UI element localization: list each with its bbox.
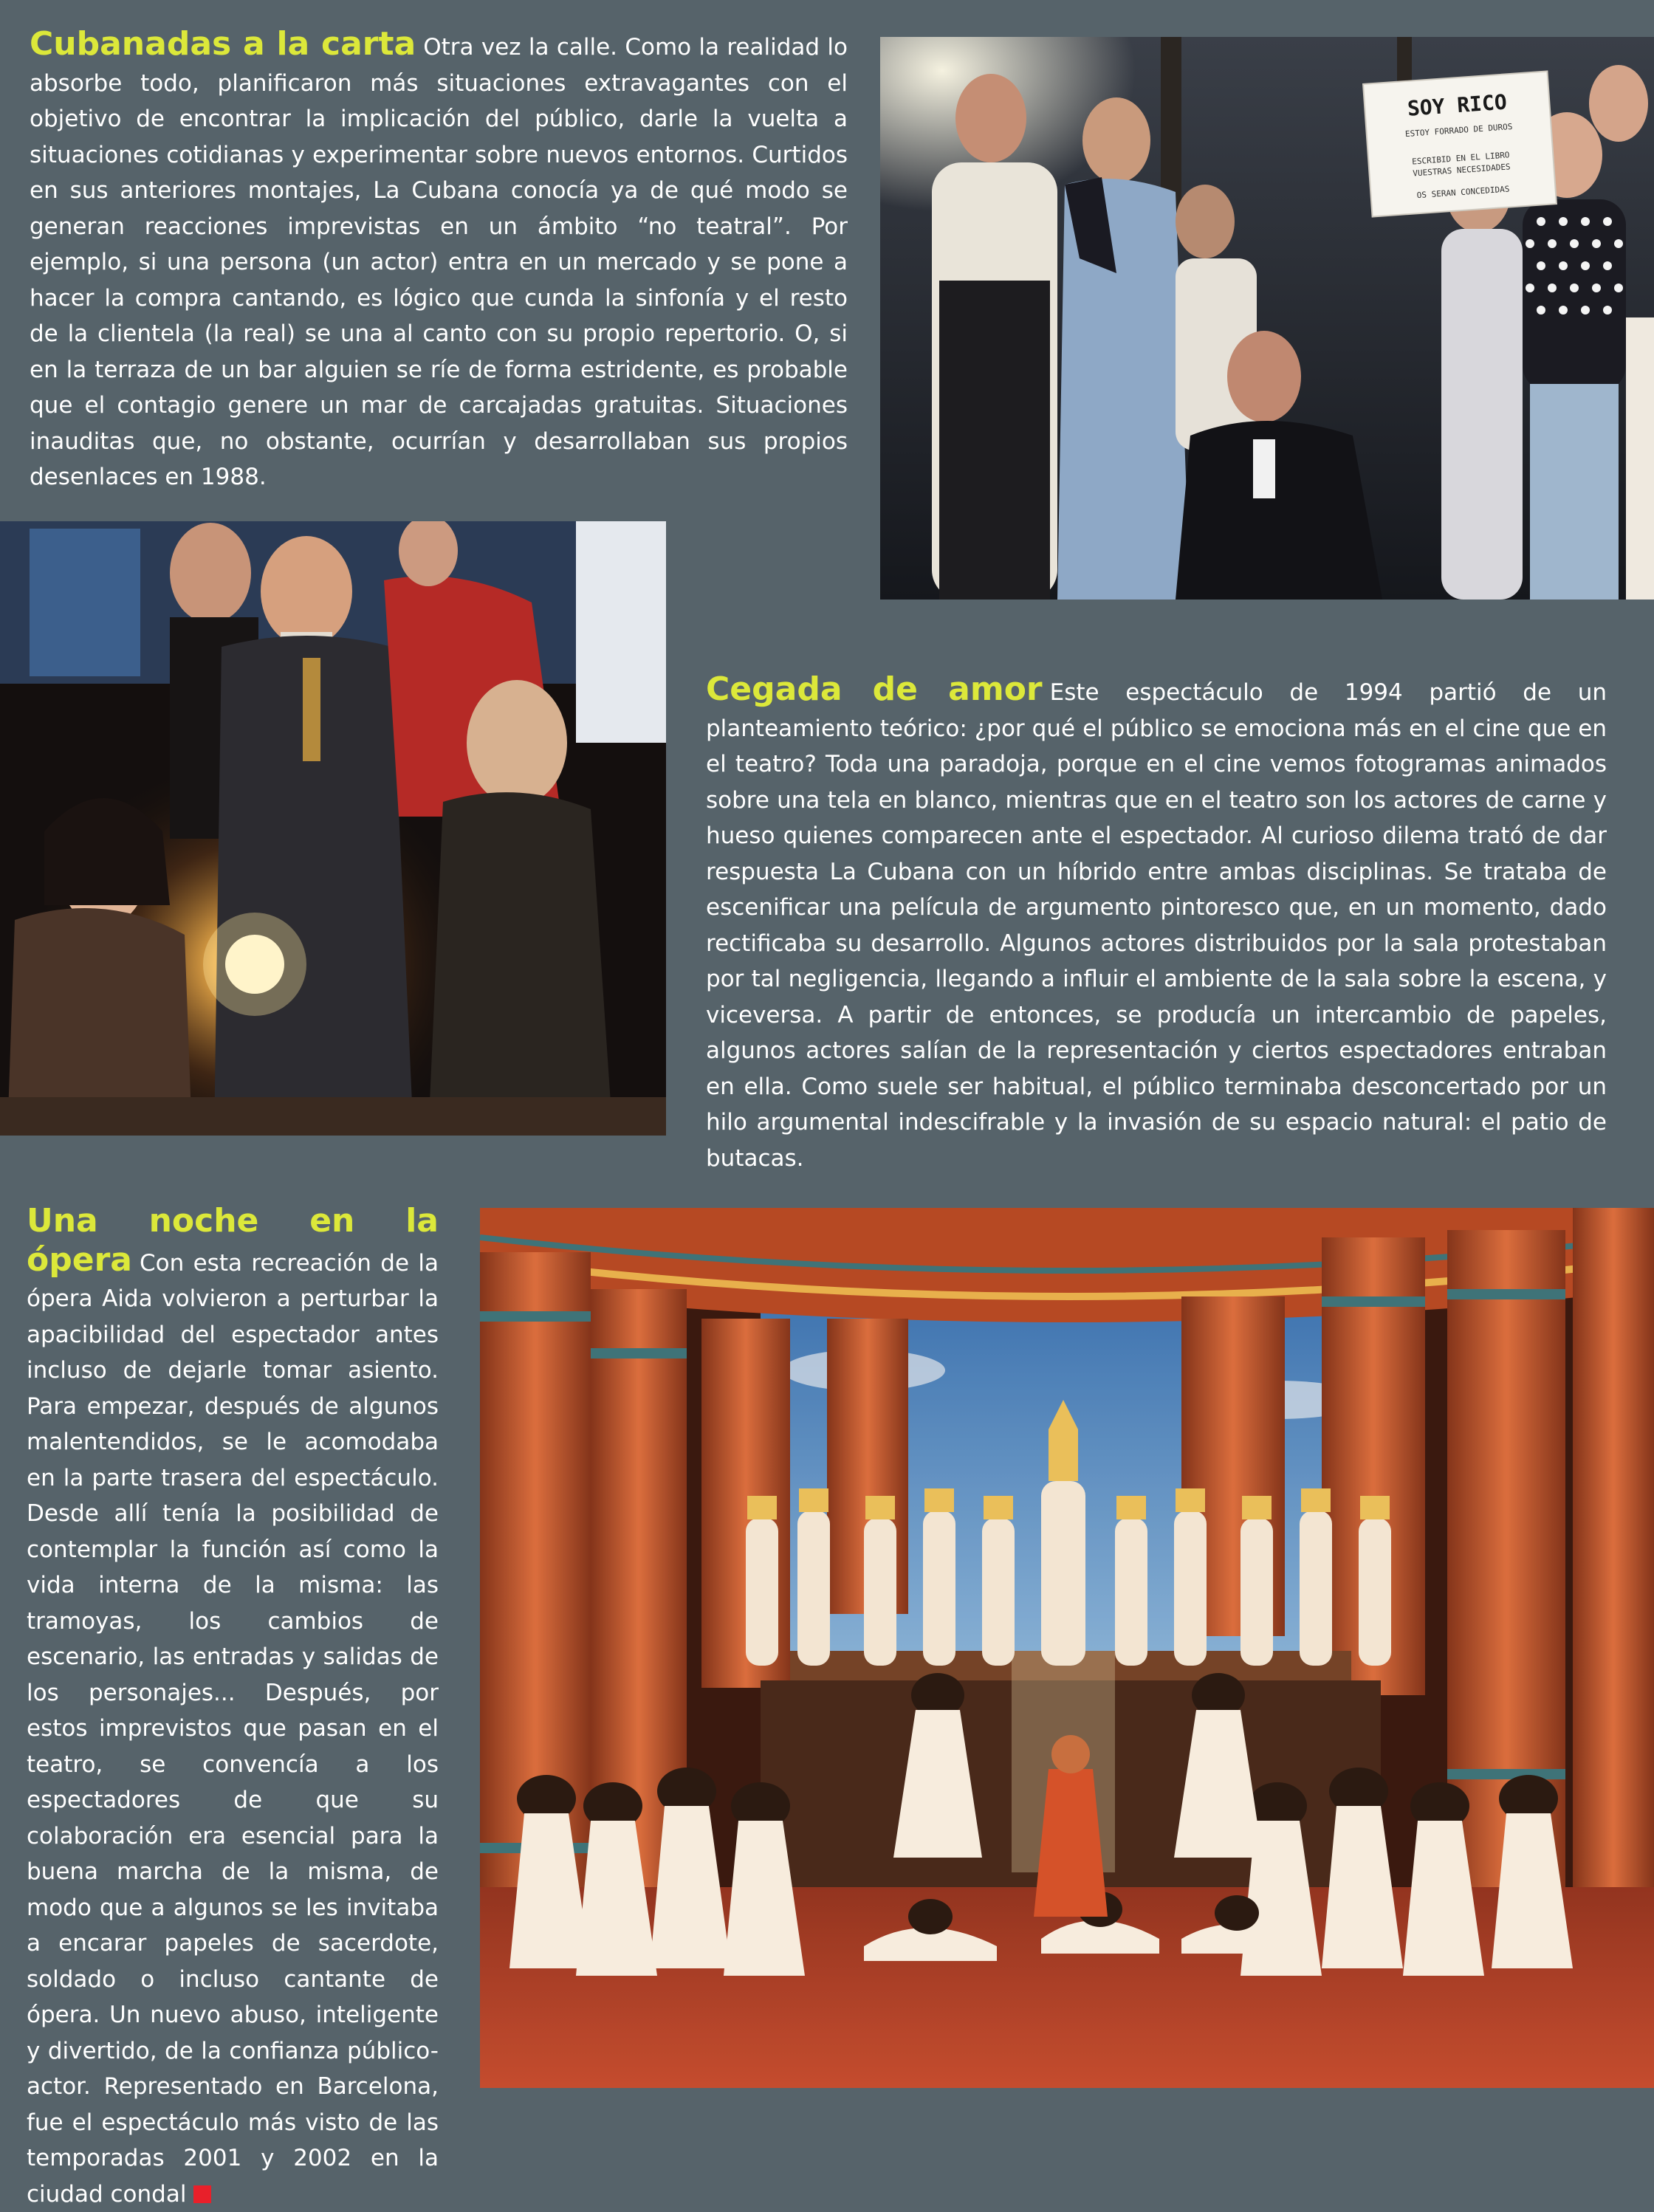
sign-line-3: VUESTRAS NECESIDADES (1412, 162, 1511, 179)
sign-title: SOY RICO (1406, 89, 1508, 121)
photo-street-scene (880, 37, 1654, 600)
photo-aida-stage (480, 1208, 1654, 2088)
section-cegada (706, 672, 1607, 1176)
body-opera: Con esta recreación de la ópera Aida volvieron a perturbar la apacibilidad del espectador antes incluso de dejarle tomar asiento. Para empezar, después de algunos malentendidos, se le acomodaba en la parte trasera del espectáculo. Desde allí tenía la posibilidad de contemplar la función así como la vida interna de la misma: las tramoyas, los cambios de escenario, las entradas y salidas de los personajes... Después, por estos imprevistos que pasan en el teatro, se convencía a los espectadores de que su colaboración era esencial para la buena marcha de la misma, de modo que a algunos se les invitaba a encarar papeles de sacerdote, soldado o incluso cantante de ópera. Un nuevo abuso, inteligente y divertido, de la confianza público-actor. Representado en Barcelona, fue el espectáculo más visto de las temporadas 2001 y 2002 en la ciudad condal (27, 1249, 439, 2208)
heading-cegada: Cegada de amor (706, 670, 1043, 708)
section-opera (27, 1203, 439, 2212)
body-cubanadas: Otra vez la calle. Como la realidad lo absorbe todo, planificaron más situaciones extravagantes con el objetivo de encontrar la implicación del público, darle la vuelta a situaciones cotidianas y experimentar sobre nuevos entornos. Curtidos en sus anteriores montajes, La Cubana conocía ya de qué modo se generan reacciones imprevistas en un ámbito “no teatral”. Por ejemplo, si una persona (un actor) entra en un mercado y se pone a hacer la compra cantando, es lógico que cunda la sinfonía y el resto de la clientela (la real) se una al canto con su propio repertorio. O, si en la terraza de un bar alguien se ríe de forma estridente, es probable que el contagio genere un mar de carcajadas gratuitas. Situaciones inauditas que, no obstante, ocurrían y desarrollaban sus propios desenlaces en 1988. (30, 34, 848, 490)
sign-line-4: OS SERAN CONCEDIDAS (1416, 184, 1510, 201)
end-of-article-mark (193, 2185, 211, 2203)
photo-lantern-scene (0, 521, 666, 1136)
sign-line-2: ESCRIBID EN EL LIBRO (1411, 150, 1510, 167)
body-cegada: Este espectáculo de 1994 partió de un planteamiento teórico: ¿por qué el público se emociona más en el cine que en el teatro? Toda una paradoja, porque en el cine vemos fotogramas animados sobre una tela en blanco, mientras que en el teatro son los actores de carne y hueso quienes comparecen ante el espectador. Al curioso dilema trató de dar respuesta La Cubana con un híbrido entre ambas disciplinas. Se trataba de escenificar una película de argumento pintoresco que, en un momento, dado rectificaba su desarrollo. Algunos actores distribuidos por la sala protestaban por tal negligencia, llegando a influir el ambiente de la sala sobre la escena, y viceversa. A partir de entonces, se producía un intercambio de papeles, algunos actores salían de la representación y ciertos espectadores entraban en ella. Como suele ser habitual, el público terminaba desconcertado por un hilo argumental indescifrable y la invasión de su espacio natural: el patio de butacas. (706, 679, 1607, 1172)
sign-line-1: ESTOY FORRADO DE DUROS (1404, 121, 1513, 140)
heading-cubanadas: Cubanadas a la carta (30, 25, 416, 63)
section-cubanadas (30, 27, 848, 495)
heading-opera: Una noche en la ópera (27, 1202, 439, 1279)
